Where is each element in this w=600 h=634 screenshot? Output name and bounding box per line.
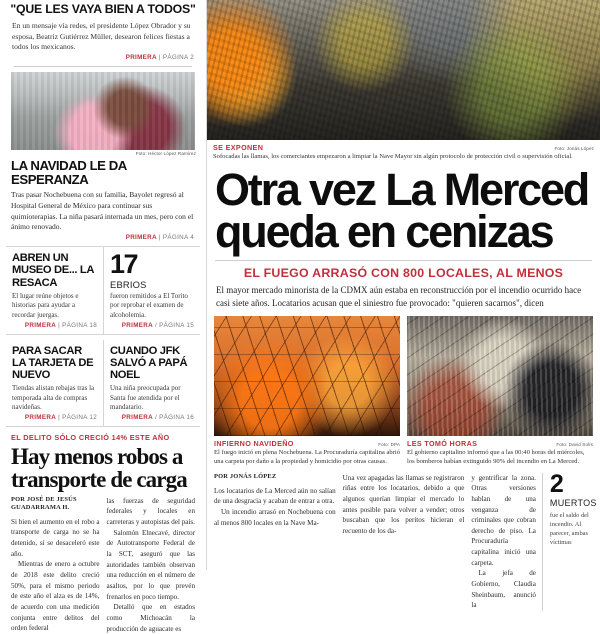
brief-reference — [12, 413, 97, 421]
section-label: PRIMERA — [24, 321, 57, 329]
brief-reference — [12, 321, 97, 329]
section-label: PRIMERA — [121, 413, 153, 421]
brief-ebrios[interactable] — [103, 247, 200, 333]
robos-overline: EL DELITO SÓLO CRECIÓ 14% ESTE AÑO — [11, 432, 170, 442]
robos-column-2 — [107, 496, 196, 634]
brief-headline: ABREN UN MUSEO DE... LA RESACA — [12, 252, 94, 289]
brief-headline: CUANDO JFK SALVÓ A PAPÁ NOEL — [110, 344, 188, 381]
page-label: / PÁGINA 16 — [155, 413, 194, 421]
photo-credit: Foto: Jonás López — [554, 146, 594, 151]
esperanza-body: Tras pasar Nochebuena con su familia, Bayolet regresó al Hospital General de México para continuar sus quimioterapias. La niña pasará internada un mes, pero con el ánimo renovado. — [11, 189, 194, 232]
divider — [14, 66, 192, 67]
robos-c2-p2: Salomón Elnecavé, director de Autotransporte Federal de la SCT, aseguró que las autoridades también observan una reducción en el número de asaltos, por lo que prevén frenarlos en poco tiempo. — [106, 528, 195, 601]
robos-c1-p1: Si bien el aumento en el robo a transporte de carga no se ha detenido, sí se desaceleró este año. — [11, 517, 100, 558]
section-label: PRIMERA — [121, 321, 153, 329]
caption-label: SE EXPONEN — [213, 143, 264, 152]
page-label: | PÁGINA 18 — [58, 321, 97, 329]
section-label: PRIMERA — [24, 413, 57, 421]
main-c3-p1: y gentrificar la zona. Otras versiones hablan de una venganza de criminales que cobran derecho de piso. La Procuraduría capitalina inició una carpeta. — [471, 473, 536, 567]
caption-block-infierno — [214, 436, 400, 466]
section-label: PRIMERA — [125, 54, 157, 62]
main-body-columns — [207, 467, 600, 611]
top-photo-caption-row — [207, 140, 600, 152]
brief-number-label: EBRIOS — [110, 278, 147, 290]
esperanza-reference — [6, 233, 200, 241]
main-column-3-text — [471, 473, 536, 611]
photo-firefighter — [407, 316, 593, 436]
main-story-area — [206, 0, 600, 610]
main-column-1 — [214, 473, 336, 611]
main-c2-p1: Una vez apagadas las llamas se registraron riñas entre los locatarios, debido a que algunos querían limpiar el mercado lo antes posible para volver a vender; otros buscaban que los peritos hicieran el recuento de los da- — [342, 473, 465, 535]
main-c1-p1: Los locatarios de La Merced aún no salían de una desgracia y acaban de entrar a otra. — [214, 486, 336, 506]
brief-body: Tiendas alistan rebajas tras la temporada alta de compras navideñas. — [12, 383, 95, 412]
page-label: | PÁGINA 12 — [58, 413, 97, 421]
brief-quote[interactable] — [6, 0, 200, 61]
caption-text: El gobierno capitalino informó que a las 00:40 horas del miércoles, los bomberos habían extinguido 90% del incendio en La Merced. — [407, 449, 585, 465]
story-robos-transporte[interactable] — [6, 427, 200, 634]
brief-jfk[interactable] — [103, 340, 200, 426]
quote-headline: "QUE LES VAYA BIEN A TODOS" — [10, 2, 196, 16]
fact-box-label: MUERTOS — [549, 498, 597, 509]
page-label: | PÁGINA 2 — [158, 54, 194, 62]
top-photo-caption: Sofocadas las llamas, los comerciantes empezaron a limpiar la Nave Mayor sin algún protocolo de protección civil o supervisión oficial. — [213, 153, 573, 160]
story-navidad-esperanza[interactable] — [6, 72, 200, 241]
brief-body: fueron remitidos a El Torito por reprobar el examen de alcoholemia. — [110, 291, 188, 319]
robos-c1-p2: Mientras de enero a octubre de 2018 este delito creció 50%, para el mismo periodo de este año el alza es de 14%, de acuerdo con una medición conjunta entre delitos del orden federal — [11, 560, 100, 633]
brief-reference — [110, 413, 194, 421]
main-c3-p2: La jefa de Gobierno, Claudia Sheinbaum, anunció la — [471, 569, 536, 610]
brief-body: Una niña preocupada por Santa fue atendida por el mandatario. — [110, 383, 181, 412]
main-deck: El mayor mercado minorista de la CDMX aún estaba en reconstrucción por el incendio ocurrido hace casi siete años. Locatarios acusan que el siniestro fue provocado: "quieren sacarnos", dicen — [216, 285, 582, 308]
briefs-row-2 — [6, 340, 200, 427]
secondary-photos — [207, 309, 600, 436]
quote-reference — [6, 53, 200, 61]
brief-number: 17 — [110, 249, 138, 280]
main-headline-line-1: Otra vez La Merced — [215, 163, 589, 215]
robos-byline: POR JOSÉ DE JESÚS GUADARRAMA H. — [11, 495, 77, 511]
main-headline-line-2: queda en cenizas — [215, 205, 553, 257]
photo-credit: Foto: DPA — [378, 442, 400, 448]
page-label: | PÁGINA 4 — [158, 234, 194, 242]
photo-credit: Foto: David Solís — [556, 442, 593, 448]
section-label: PRIMERA — [125, 234, 157, 242]
page-label: / PÁGINA 15 — [155, 321, 194, 329]
brief-reference — [110, 321, 194, 329]
brief-headline: PARA SACAR LA TARJETA DE NUEVO — [12, 344, 94, 381]
main-subhead: EL FUEGO ARRASÓ CON 800 LOCALES, AL MENOS — [243, 266, 564, 281]
robos-column-1 — [11, 496, 100, 634]
quote-body: En un mensaje vía redes, el presidente López Obrador y su esposa, Beatriz Gutiérrez Müller, desearon felices fiestas a todos los mexicanos. — [12, 20, 191, 52]
caption-label: INFIERNO NAVIDEÑO — [214, 439, 294, 449]
fact-box-number: 2 — [549, 469, 563, 498]
secondary-captions — [207, 436, 600, 466]
brief-museo-resaca[interactable] — [6, 247, 103, 333]
brief-tarjeta[interactable] — [6, 340, 103, 426]
photo-fire-interior — [214, 316, 400, 436]
main-column-2 — [343, 473, 465, 611]
briefs-row-1 — [6, 246, 200, 334]
robos-columns — [6, 491, 200, 634]
photo-market-aftermath — [207, 0, 600, 140]
photo-credit: Foto: Héctor López Ramírez — [135, 151, 196, 157]
left-rail — [0, 0, 206, 633]
caption-text: El fuego inició en plena Nochebuena. La Procuraduría capitalina abrió una carpeta por daño a la propiedad y homicidio por otras causas. — [214, 449, 401, 465]
fact-box-text: fue el saldo del incendio. Al parecer, ambas víctimas — [549, 512, 589, 547]
esperanza-headline: LA NAVIDAD LE DA ESPERANZA — [11, 158, 127, 187]
fact-box-muertos[interactable] — [542, 469, 597, 611]
robos-c2-p3: Detalló que en estados como Michoacán la producción de aguacate es — [106, 603, 195, 633]
main-c1-p2: Un incendio arrasó en Nochebuena con al menos 800 locales en la Nave Ma- — [214, 507, 336, 527]
robos-c2-p1: las fuerzas de seguridad federales y locales en carreteras y autopistas del país. — [106, 496, 195, 527]
photo-bayolet — [11, 72, 195, 150]
main-column-3 — [471, 469, 597, 611]
caption-block-horas — [407, 436, 593, 466]
brief-body: El lugar reúne objetos e historias para ayudar a recordar juergas. — [12, 291, 79, 319]
robos-headline: Hay menos robos a transporte de carga — [11, 443, 187, 492]
main-byline: POR JONÁS LÓPEZ — [214, 472, 277, 480]
caption-label: LES TOMÓ HORAS — [407, 439, 478, 449]
